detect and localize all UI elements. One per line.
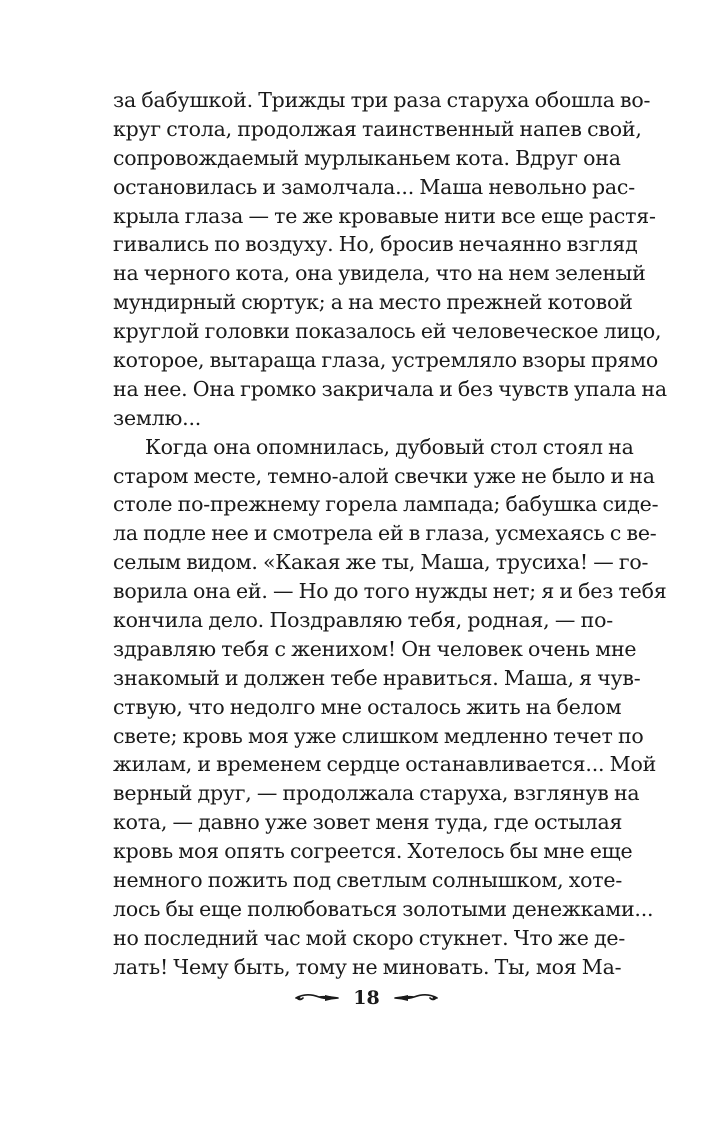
text-line: знакомый и должен тебе нравиться. Маша, я чув-	[113, 665, 641, 690]
text-line: но последний час мой скоро стукнет. Что же де-	[113, 925, 626, 950]
page-number: 18	[353, 987, 380, 1009]
text-line: ствую, что недолго мне осталось жить на белом	[113, 694, 622, 719]
text-line: остановилась и замолчала... Маша невольно рас-	[113, 174, 635, 199]
text-line: крыла глаза — те же кровавые нити все еще растя-	[113, 203, 656, 228]
text-line: ла подле нее и смотрела ей в глаза, усмехаясь с ве-	[113, 521, 657, 546]
text-line: круг стола, продолжая таинственный напев свой,	[113, 116, 642, 141]
text-line: Когда она опомнилась, дубовый стол стоял на	[145, 434, 634, 459]
text-line: лать! Чему быть, тому не миновать. Ты, моя Ма-	[113, 954, 622, 979]
text-line: здравляю тебя с женихом! Он человек очень мне	[113, 636, 637, 661]
text-line: кровь моя опять согреется. Хотелось бы мне еще	[113, 839, 633, 864]
page-footer	[0, 982, 709, 1014]
text-line: ворила она ей. — Но до того нужды нет; я и без тебя	[113, 579, 667, 604]
text-line: кота, — давно уже зовет меня туда, где остылая	[113, 810, 623, 835]
text-line: сопровождаемый мурлыканьем кота. Вдруг она	[113, 145, 621, 170]
text-line: столе по-прежнему горела лампада; бабушка сиде-	[113, 492, 659, 517]
text-line: землю...	[113, 405, 202, 430]
text-line: старом месте, темно-алой свечки уже не было и на	[113, 463, 655, 488]
text-line: свете; кровь моя уже слишком медленно течет по	[113, 723, 644, 748]
text-line: лось бы еще полюбоваться золотыми денежками...	[113, 896, 654, 921]
flourish-ornament-icon	[295, 992, 339, 1004]
text-line: которое, вытараща глаза, устремляло взоры прямо	[113, 348, 658, 373]
text-line: жилам, и временем сердце останавливается... Мой	[113, 752, 657, 777]
text-line: верный друг, — продолжала старуха, взглянув на	[113, 781, 640, 806]
text-line: мундирный сюртук; а на место прежней котовой	[113, 290, 633, 315]
text-line: за бабушкой. Трижды три раза старуха обошла во-	[113, 88, 651, 112]
page-text	[113, 86, 667, 982]
text-line: на нее. Она громко закричала и без чувств упала на	[113, 376, 667, 401]
text-line: гивались по воздуху. Но, бросив нечаянно взгляд	[113, 232, 638, 257]
text-line: на черного кота, она увидела, что на нем зеленый	[113, 261, 646, 286]
text-line: кончила дело. Поздравляю тебя, родная, — по-	[113, 608, 613, 633]
folio	[295, 987, 437, 1009]
flourish-ornament-icon	[394, 992, 438, 1004]
text-line: селым видом. «Какая же ты, Маша, трусиха! — го-	[113, 550, 649, 575]
text-line: круглой головки показалось ей человеческое лицо,	[113, 319, 662, 344]
text-line: немного пожить под светлым солнышком, хоте-	[113, 868, 623, 893]
